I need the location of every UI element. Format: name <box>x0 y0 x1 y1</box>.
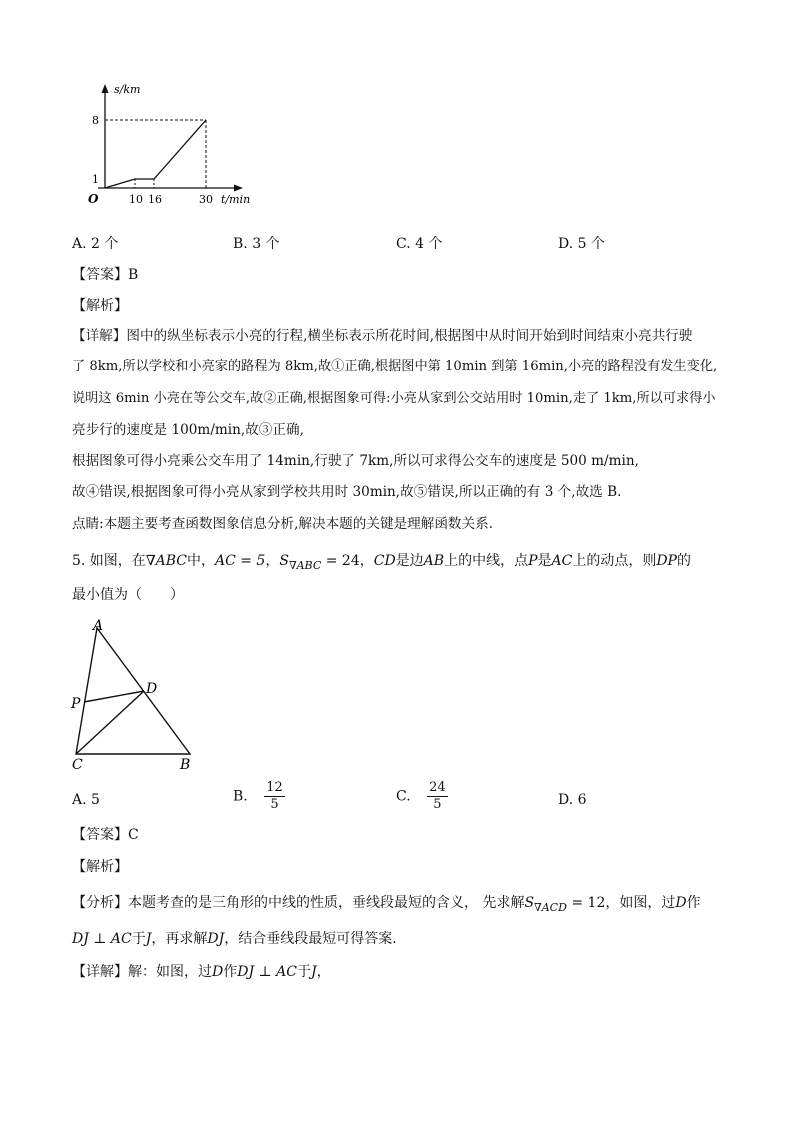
point-p-label: P <box>71 696 81 712</box>
x-axis-label: t/min <box>221 193 251 206</box>
q5-analysis-line-1: 【分析】本题考查的是三角形的中线的性质，垂线段最短的含义， 先求解$S_{\nabla ACD} = 12$，如图，过D作 <box>72 895 701 914</box>
vertex-a-label: A <box>93 618 104 634</box>
vertex-b-label: B <box>180 757 191 773</box>
q4-analysis-heading: 【解析】 <box>72 298 128 314</box>
q4-answer: 【答案】B <box>72 267 139 283</box>
q4-detail-line-6: 故④错误,根据图象可得小亮从家到学校共用时 30min,故⑤错误,所以正确的有 3 个,故选 B. <box>72 484 622 500</box>
point-d-label: D <box>146 681 158 697</box>
q4-option-c: C. 4 个 <box>396 236 443 252</box>
q5-detail-line-1: 【详解】解：如图，过D作DJ ⊥ AC于J， <box>72 964 331 980</box>
q5-option-d: D. 6 <box>558 792 587 808</box>
q5-analysis-line-2: DJ ⊥ AC于J，再求解DJ，结合垂线段最短可得答案． <box>72 931 407 947</box>
q4-detail-line-3: 说明这 6min 小亮在等公交车,故②正确,根据图象可得:小亮从家到公交站用时 10min,走了 1km,所以可求得小 <box>72 391 716 406</box>
q5-option-b: B. $\frac{12}{5}$ <box>233 780 283 812</box>
triangle-figure <box>66 614 206 774</box>
q4-detail-line-4: 亮步行的速度是 100m/min,故③正确, <box>72 422 304 438</box>
x-tick-30: 30 <box>199 193 213 206</box>
q5-stem-line-1: 5. 如图，在∇ABC中，AC = 5，$S_{\nabla ABC} = 24$，CD是边AB上的中线，点P是AC上的动点，则DP的 <box>72 553 691 572</box>
q4-detail-line-2: 了 8km,所以学校和小亮家的路程为 8km,故①正确,根据图中第 10min 到第 16min,小亮的路程没有发生变化, <box>72 359 718 374</box>
q5-option-c: C. $\frac{24}{5}$ <box>396 780 446 812</box>
y-axis-label: s/km <box>114 83 141 96</box>
origin-label: O <box>88 192 99 206</box>
y-tick-1: 1 <box>92 173 99 186</box>
q4-option-b: B. 3 个 <box>233 236 280 252</box>
q4-option-d: D. 5 个 <box>558 236 605 252</box>
q4-point-note: 点睛:本题主要考查函数图象信息分析,解决本题的关键是理解函数关系. <box>72 516 494 532</box>
q5-analysis-heading: 【解析】 <box>72 859 128 875</box>
distance-time-graph <box>78 80 258 210</box>
x-tick-16: 16 <box>148 193 162 206</box>
q4-option-a: A. 2 个 <box>72 236 119 252</box>
y-tick-8: 8 <box>92 114 99 127</box>
q5-option-a: A. 5 <box>72 792 100 808</box>
vertex-c-label: C <box>72 757 83 773</box>
x-tick-10: 10 <box>129 193 143 206</box>
q5-stem-line-2: 最小值为（ ） <box>72 587 184 603</box>
q4-detail-line-1: 【详解】图中的纵坐标表示小亮的行程,横坐标表示所花时间,根据图中从时间开始到时间结束小亮共行驶 <box>72 328 693 344</box>
q4-detail-line-5: 根据图象可得小亮乘公交车用了 14min,行驶了 7km,所以可求得公交车的速度是 500 m/min, <box>72 453 639 469</box>
q5-answer: 【答案】C <box>72 827 139 843</box>
